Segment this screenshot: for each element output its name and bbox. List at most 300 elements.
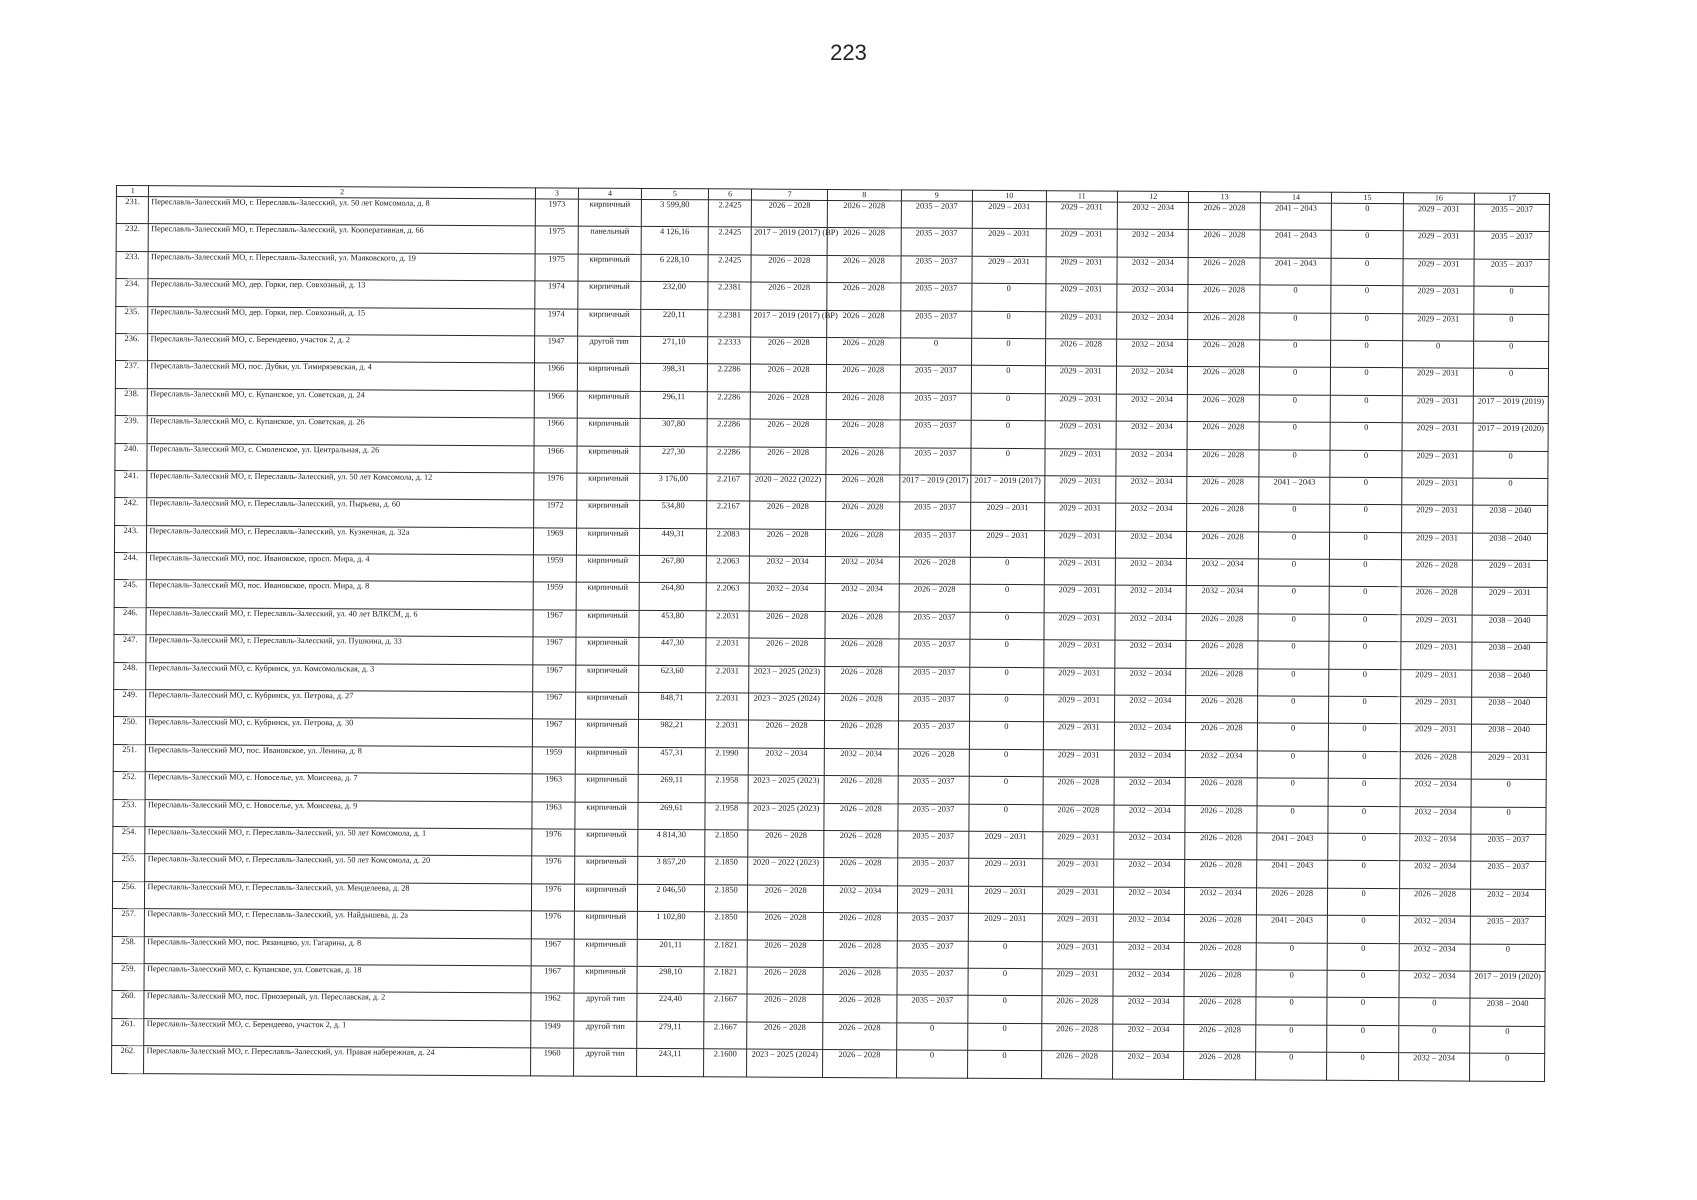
row-number-cell: 255. (113, 854, 146, 882)
repair-period-cell: 0 (971, 420, 1045, 448)
repair-period-cell: 2026 – 2028 (1041, 1023, 1113, 1051)
repair-period-cell: 2032 – 2034 (1113, 1024, 1185, 1052)
priority-index-cell: 2.2031 (706, 611, 749, 639)
wall-material-cell: кирпичный (575, 719, 638, 747)
repair-period-cell: 0 (1474, 341, 1549, 369)
repair-period-cell: 2032 – 2034 (1113, 887, 1185, 915)
row-number-cell: 257. (112, 909, 145, 937)
repair-period-cell: 2026 – 2028 (823, 995, 897, 1023)
priority-index-cell: 2.1667 (704, 1022, 747, 1050)
repair-period-cell: 0 (1474, 286, 1549, 314)
repair-period-cell: 0 (1256, 942, 1328, 970)
address-cell: Переславль-Залесский МО, с. Новоселье, ул. Моисеева, д. 9 (145, 799, 532, 829)
repair-period-cell: 2032 – 2034 (750, 556, 826, 584)
area-cell: 457,31 (638, 747, 705, 775)
address-cell: Переславль-Залесский МО, г. Переславль-Залесский, ул. Найдышева, д. 2а (145, 909, 532, 939)
priority-index-cell: 2.1990 (705, 748, 748, 776)
repair-period-cell: 2026 – 2028 (1188, 422, 1260, 450)
build-year-cell: 1967 (533, 664, 576, 692)
repair-period-cell: 0 (1255, 1052, 1327, 1080)
priority-index-cell: 2.2286 (707, 446, 750, 474)
repair-period-cell: 0 (1329, 669, 1401, 697)
repair-period-cell: 0 (972, 283, 1046, 311)
repair-period-cell: 0 (1257, 696, 1329, 724)
repair-period-cell: 2026 – 2028 (827, 310, 901, 338)
repair-period-cell: 0 (1474, 368, 1549, 396)
repair-period-cell: 2026 – 2028 (750, 392, 826, 420)
build-year-cell: 1962 (531, 993, 574, 1021)
repair-period-cell: 2026 – 2028 (825, 529, 899, 557)
row-number-cell: 262. (112, 1046, 145, 1074)
area-cell: 269,61 (638, 802, 705, 830)
address-cell: Переславль-Залесский МО, г. Переславль-Залесский, ул. 50 лет Комсомола, д. 8 (149, 197, 536, 227)
repair-period-cell: 2029 – 2031 (971, 503, 1045, 531)
repair-period-cell: 2041 – 2043 (1259, 477, 1331, 505)
repair-period-cell: 2026 – 2028 (824, 776, 898, 804)
priority-index-cell: 2.2381 (708, 309, 751, 337)
build-year-cell: 1963 (532, 774, 575, 802)
repair-period-cell: 2032 – 2034 (1113, 969, 1185, 997)
repair-period-cell: 0 (1258, 669, 1330, 697)
wall-material-cell: кирпичный (577, 446, 640, 474)
repair-period-cell: 0 (970, 640, 1044, 668)
repair-period-cell: 2029 – 2031 (1401, 505, 1473, 533)
row-number-cell: 245. (114, 580, 147, 608)
repair-period-cell: 2026 – 2028 (826, 502, 900, 530)
repair-period-cell: 2032 – 2034 (1117, 229, 1189, 257)
repair-period-cell: 0 (896, 1050, 968, 1078)
repair-period-cell: 0 (972, 311, 1046, 339)
area-cell: 267,80 (639, 556, 706, 584)
repair-period-cell: 2029 – 2031 (1400, 669, 1472, 697)
repair-period-cell: 2026 – 2028 (825, 639, 899, 667)
area-cell: 271,10 (640, 336, 707, 364)
repair-period-cell: 2032 – 2034 (1114, 832, 1186, 860)
wall-material-cell: кирпичный (574, 939, 637, 967)
repair-period-cell: 2026 – 2028 (826, 392, 900, 420)
repair-period-cell: 2035 – 2037 (898, 694, 970, 722)
priority-index-cell: 2.2031 (705, 720, 748, 748)
repair-period-cell: 2029 – 2031 (1472, 560, 1547, 588)
build-year-cell: 1967 (531, 938, 574, 966)
repair-period-cell: 2032 – 2034 (823, 885, 897, 913)
repair-period-cell: 0 (1470, 944, 1545, 972)
address-cell: Переславль-Залесский МО, г. Переславль-Залесский, ул. 50 лет Комсомола, д. 1 (145, 827, 532, 857)
repair-period-cell: 2035 – 2037 (900, 310, 972, 338)
repair-period-cell: 2038 – 2040 (1472, 725, 1547, 753)
row-number-cell: 243. (114, 525, 147, 553)
priority-index-cell: 2.2425 (708, 227, 751, 255)
repair-period-cell: 2035 – 2037 (900, 283, 972, 311)
build-year-cell: 1975 (535, 254, 578, 282)
repair-period-cell: 2026 – 2028 (1041, 996, 1113, 1024)
address-cell: Переславль-Залесский МО, г. Переславль-Залесский, ул. Кузнечная, д. 32а (147, 525, 534, 555)
repair-period-cell: 2017 – 2019 (2020) (1473, 423, 1548, 451)
repair-period-cell: 0 (1260, 312, 1332, 340)
repair-period-cell: 2029 – 2031 (972, 201, 1046, 229)
build-year-cell: 1966 (534, 363, 577, 391)
repair-period-cell: 2032 – 2034 (1116, 476, 1188, 504)
repair-period-cell: 2032 – 2034 (1115, 586, 1187, 614)
repair-period-cell: 0 (1327, 998, 1399, 1026)
repair-period-cell: 2026 – 2028 (1185, 915, 1257, 943)
address-cell: Переславль-Залесский МО, г. Переславль-Залесский, ул. 40 лет ВЛКСМ, д. 6 (146, 608, 533, 638)
repair-period-cell: 2026 – 2028 (748, 885, 824, 913)
address-cell: Переславль-Залесский МО, дер. Горки, пер. Совхозный, д. 15 (148, 306, 535, 336)
repair-period-cell: 2029 – 2031 (1044, 476, 1116, 504)
repair-period-cell: 2029 – 2031 (1472, 588, 1547, 616)
area-cell: 201,11 (637, 939, 704, 967)
repair-period-cell: 2032 – 2034 (1114, 777, 1186, 805)
build-year-cell: 1976 (531, 884, 574, 912)
priority-index-cell: 2.2286 (707, 392, 750, 420)
repair-period-cell: 2029 – 2031 (1471, 752, 1546, 780)
build-year-cell: 1976 (534, 473, 577, 501)
column-number-header: 3 (535, 188, 578, 199)
area-cell: 848,71 (638, 692, 705, 720)
repair-period-cell: 0 (1256, 997, 1328, 1025)
row-number-cell: 251. (113, 744, 146, 772)
repair-period-cell: 2026 – 2028 (1186, 778, 1258, 806)
repair-period-cell: 0 (1256, 970, 1328, 998)
repair-period-cell: 0 (1331, 368, 1403, 396)
repair-period-cell: 2035 – 2037 (1474, 231, 1549, 259)
wall-material-cell: другой тип (574, 1021, 637, 1049)
wall-material-cell: кирпичный (576, 610, 639, 638)
repair-period-cell: 2032 – 2034 (1399, 943, 1471, 971)
wall-material-cell: кирпичный (576, 692, 639, 720)
build-year-cell: 1947 (534, 336, 577, 364)
wall-material-cell: кирпичный (574, 966, 637, 994)
repair-period-cell: 2026 – 2028 (826, 474, 900, 502)
repair-period-cell: 0 (1330, 559, 1402, 587)
build-year-cell: 1967 (533, 637, 576, 665)
repair-period-cell: 2026 – 2028 (1256, 888, 1328, 916)
repair-period-cell: 2029 – 2031 (1402, 423, 1474, 451)
repair-period-cell: 2029 – 2031 (972, 229, 1046, 257)
repair-period-cell: 2026 – 2028 (751, 255, 827, 283)
repair-period-cell: 2026 – 2028 (747, 1022, 823, 1050)
repair-period-cell: 2026 – 2028 (1188, 312, 1260, 340)
address-cell: Переславль-Залесский МО, пос. Ивановское, просп. Мира, д. 4 (147, 553, 534, 583)
repair-period-cell: 2029 – 2031 (1403, 258, 1475, 286)
area-cell: 3 176,00 (640, 473, 707, 501)
wall-material-cell: кирпичный (575, 884, 638, 912)
repair-period-cell: 2032 – 2034 (1471, 889, 1546, 917)
repair-period-cell: 2032 – 2034 (1187, 559, 1259, 587)
wall-material-cell: кирпичный (578, 254, 641, 282)
repair-period-cell: 0 (1402, 341, 1474, 369)
repair-period-cell: 2029 – 2031 (1045, 366, 1117, 394)
repair-period-cell: 2032 – 2034 (1399, 916, 1471, 944)
wall-material-cell: другой тип (574, 993, 637, 1021)
repair-period-cell: 2026 – 2028 (1188, 285, 1260, 313)
build-year-cell: 1972 (533, 500, 576, 528)
repair-period-cell: 2026 – 2028 (827, 337, 901, 365)
repair-period-cell: 0 (1328, 861, 1400, 889)
row-number-cell: 236. (116, 333, 149, 361)
repair-period-cell: 0 (1258, 614, 1330, 642)
repair-period-cell: 2026 – 2028 (1401, 587, 1473, 615)
repair-period-cell: 2026 – 2028 (1184, 1024, 1256, 1052)
repair-period-cell: 2026 – 2028 (1043, 777, 1115, 805)
repair-period-cell: 2032 – 2034 (1186, 750, 1258, 778)
address-cell: Переславль-Залесский МО, с. Кубринск, ул. Комсомольская, д. 3 (146, 662, 533, 692)
build-year-cell: 1959 (533, 555, 576, 583)
repair-period-cell: 0 (1471, 807, 1546, 835)
address-cell: Переславль-Залесский МО, пос. Ивановское, просп. Мира, д. 8 (147, 580, 534, 610)
priority-index-cell: 2.2286 (707, 364, 750, 392)
repair-period-cell: 2026 – 2028 (1184, 969, 1256, 997)
column-number-header: 7 (752, 189, 828, 200)
wall-material-cell: кирпичный (575, 774, 638, 802)
repair-period-cell: 2035 – 2037 (901, 256, 973, 284)
repair-period-cell: 0 (1258, 641, 1330, 669)
repair-period-cell: 2032 – 2034 (748, 748, 824, 776)
repair-period-cell: 2035 – 2037 (896, 995, 968, 1023)
wall-material-cell: кирпичный (577, 418, 640, 446)
repair-period-cell: 0 (1257, 805, 1329, 833)
document-sheet (111, 185, 1550, 1081)
repair-period-cell: 2026 – 2028 (1186, 696, 1258, 724)
repair-period-cell: 2029 – 2031 (897, 886, 969, 914)
repair-period-cell: 0 (1330, 450, 1402, 478)
repair-period-cell: 0 (968, 1023, 1042, 1051)
wall-material-cell: кирпичный (577, 500, 640, 528)
build-year-cell: 1974 (535, 308, 578, 336)
repair-period-cell: 2032 – 2034 (1400, 779, 1472, 807)
repair-period-cell: 2035 – 2037 (898, 667, 970, 695)
priority-index-cell: 2.2167 (707, 501, 750, 529)
repair-period-cell: 2032 – 2034 (1114, 723, 1186, 751)
repair-period-cell: 2023 – 2025 (2023) (748, 803, 824, 831)
column-number-header: 13 (1189, 191, 1260, 202)
repair-period-cell: 0 (1329, 751, 1401, 779)
repair-period-cell: 2026 – 2028 (1188, 257, 1260, 285)
repair-period-cell: 2026 – 2028 (748, 912, 824, 940)
repair-period-cell: 2029 – 2031 (969, 831, 1043, 859)
repair-period-cell: 0 (1257, 778, 1329, 806)
repair-period-cell: 2035 – 2037 (900, 393, 972, 421)
repair-period-cell: 2026 – 2028 (824, 721, 898, 749)
address-cell: Переславль-Залесский МО, г. Переславль-Залесский, ул. Правая набережная, д. 24 (144, 1046, 531, 1076)
area-cell: 307,80 (640, 419, 707, 447)
repair-period-cell: 2029 – 2031 (1044, 503, 1116, 531)
wall-material-cell: кирпичный (576, 637, 639, 665)
area-cell: 453,80 (639, 610, 706, 638)
build-year-cell: 1949 (531, 1021, 574, 1049)
repair-period-cell: 2026 – 2028 (747, 994, 823, 1022)
repair-period-cell: 0 (1471, 779, 1546, 807)
repair-period-cell: 2026 – 2028 (824, 830, 898, 858)
priority-index-cell: 2.2031 (706, 665, 749, 693)
repair-period-cell: 2032 – 2034 (825, 584, 899, 612)
area-cell: 269,11 (638, 775, 705, 803)
repair-period-cell: 2032 – 2034 (1185, 887, 1257, 915)
wall-material-cell: кирпичный (575, 747, 638, 775)
build-year-cell: 1959 (532, 747, 575, 775)
repair-period-cell: 0 (1328, 833, 1400, 861)
address-cell: Переславль-Залесский МО, г. Переславль-Залесский, ул. Пушкина, д. 33 (146, 635, 533, 665)
repair-period-cell: 0 (970, 557, 1044, 585)
repair-period-cell: 0 (970, 585, 1044, 613)
repair-period-cell: 2026 – 2028 (823, 913, 897, 941)
address-cell: Переславль-Залесский МО, с. Кубринск, ул. Петрова, д. 27 (146, 690, 533, 720)
repair-period-cell: 2029 – 2031 (1043, 695, 1115, 723)
address-cell: Переславль-Залесский МО, пос. Дубки, ул. Тимирязевская, д. 4 (148, 361, 535, 391)
repair-period-cell: 0 (1258, 559, 1330, 587)
repair-period-cell: 2026 – 2028 (826, 420, 900, 448)
area-cell: 3 599,80 (641, 199, 708, 227)
repair-period-cell: 2032 – 2034 (1398, 1053, 1470, 1081)
column-number-header: 12 (1117, 191, 1188, 202)
priority-index-cell: 2.1850 (704, 912, 747, 940)
repair-period-cell: 2026 – 2028 (1189, 202, 1261, 230)
priority-index-cell: 2.1958 (705, 802, 748, 830)
row-number-cell: 253. (113, 799, 146, 827)
repair-period-cell: 0 (900, 338, 972, 366)
address-cell: Переславль-Залесский МО, с. Берендеево, участок 2, д. 1 (144, 1018, 531, 1048)
repair-period-cell: 2026 – 2028 (823, 967, 897, 995)
repair-period-cell: 2029 – 2031 (1401, 642, 1473, 670)
repair-period-cell: 2026 – 2028 (747, 940, 823, 968)
repair-period-cell: 0 (1260, 285, 1332, 313)
repair-period-cell: 2026 – 2028 (827, 283, 901, 311)
repair-period-cell: 2041 – 2043 (1260, 258, 1332, 286)
repair-period-cell: 2032 – 2034 (1399, 861, 1471, 889)
repair-period-cell: 2026 – 2028 (827, 228, 901, 256)
repair-period-cell: 0 (1330, 477, 1402, 505)
repair-period-cell: 2038 – 2040 (1470, 998, 1545, 1026)
repair-period-cell: 0 (970, 694, 1044, 722)
repair-period-cell: 2029 – 2031 (1042, 941, 1114, 969)
column-number-header: 16 (1403, 193, 1474, 204)
row-number-cell: 240. (115, 443, 148, 471)
area-cell: 4 126,16 (641, 227, 708, 255)
repair-period-cell: 2032 – 2034 (1114, 805, 1186, 833)
repair-period-cell: 2032 – 2034 (1117, 339, 1189, 367)
priority-index-cell: 2.1821 (704, 967, 747, 995)
repair-period-cell: 2029 – 2031 (1044, 530, 1116, 558)
repair-period-cell: 2023 – 2025 (2024) (747, 1049, 823, 1077)
build-year-cell: 1973 (535, 199, 578, 227)
repair-period-cell: 2029 – 2031 (968, 913, 1042, 941)
wall-material-cell: кирпичный (578, 309, 641, 337)
repair-period-cell: 2032 – 2034 (1116, 366, 1188, 394)
repair-period-cell: 2026 – 2028 (1184, 997, 1256, 1025)
repair-period-cell: 0 (1259, 367, 1331, 395)
repair-period-cell: 2026 – 2028 (1185, 805, 1257, 833)
repair-period-cell: 2017 – 2019 (2017) (ВР) (751, 227, 827, 255)
area-cell: 534,80 (639, 501, 706, 529)
repair-period-cell: 0 (1328, 778, 1400, 806)
priority-index-cell: 2.2063 (706, 556, 749, 584)
repair-period-cell: 2038 – 2040 (1472, 697, 1547, 725)
repair-period-cell: 0 (970, 612, 1044, 640)
repair-period-cell: 0 (1398, 1025, 1470, 1053)
repair-period-cell: 2032 – 2034 (1113, 1051, 1185, 1079)
repair-period-cell: 2035 – 2037 (897, 831, 969, 859)
build-year-cell: 1966 (534, 391, 577, 419)
area-cell: 2 046,50 (637, 884, 704, 912)
repair-period-cell: 0 (971, 366, 1045, 394)
repair-period-cell: 0 (1259, 340, 1331, 368)
build-year-cell: 1974 (535, 281, 578, 309)
repair-period-cell: 2026 – 2028 (826, 365, 900, 393)
repair-period-cell: 0 (1399, 998, 1471, 1026)
repair-period-cell: 2032 – 2034 (1117, 202, 1189, 230)
repair-period-cell: 2026 – 2028 (750, 447, 826, 475)
repair-period-cell: 0 (1329, 642, 1401, 670)
repair-period-cell: 2026 – 2028 (1188, 367, 1260, 395)
repair-period-cell: 2032 – 2034 (1115, 695, 1187, 723)
repair-period-cell: 2029 – 2031 (1045, 311, 1117, 339)
repair-period-cell: 0 (1328, 888, 1400, 916)
repair-period-cell: 2026 – 2028 (1186, 641, 1258, 669)
repair-period-cell: 2035 – 2037 (901, 201, 973, 229)
row-number-cell: 238. (115, 388, 148, 416)
repair-period-cell: 2032 – 2034 (1114, 750, 1186, 778)
wall-material-cell: кирпичный (578, 199, 641, 227)
address-cell: Переславль-Залесский МО, г. Переславль-Залесский, ул. Менделеева, д. 28 (145, 881, 532, 911)
repair-period-cell: 0 (1473, 478, 1548, 506)
build-year-cell: 1969 (533, 528, 576, 556)
repair-period-cell: 2026 – 2028 (1187, 476, 1259, 504)
row-number-cell: 247. (114, 635, 147, 663)
priority-index-cell: 2.2381 (708, 282, 751, 310)
address-cell: Переславль-Залесский МО, дер. Горки, пер. Совхозный, д. 13 (148, 279, 535, 309)
repair-period-cell: 2029 – 2031 (1045, 393, 1117, 421)
build-year-cell: 1976 (531, 856, 574, 884)
repair-period-cell: 2017 – 2019 (2017) (ВР) (751, 310, 827, 338)
repair-period-cell: 0 (1331, 285, 1403, 313)
build-year-cell: 1963 (532, 801, 575, 829)
repair-period-cell: 2029 – 2031 (1402, 368, 1474, 396)
repair-period-cell: 2026 – 2028 (898, 749, 970, 777)
repair-period-cell: 2029 – 2031 (1402, 450, 1474, 478)
area-cell: 449,31 (639, 528, 706, 556)
address-cell: Переславль-Залесский МО, г. Переславль-Залесский, ул. Кооперативная, д. 66 (149, 224, 536, 254)
repair-period-cell: 2026 – 2028 (1186, 723, 1258, 751)
area-cell: 296,11 (640, 391, 707, 419)
repair-period-cell: 2041 – 2043 (1256, 915, 1328, 943)
repair-period-cell: 2026 – 2028 (825, 666, 899, 694)
repair-period-cell: 2035 – 2037 (897, 940, 969, 968)
area-cell: 398,31 (640, 364, 707, 392)
priority-index-cell: 2.1600 (704, 1049, 747, 1077)
repair-period-cell: 0 (1256, 1025, 1328, 1053)
repair-period-cell: 0 (1474, 314, 1549, 342)
repair-period-cell: 0 (972, 338, 1046, 366)
repair-period-cell: 0 (969, 722, 1043, 750)
repair-period-cell: 2026 – 2028 (824, 858, 898, 886)
repair-period-cell: 2029 – 2031 (1400, 724, 1472, 752)
repair-period-cell: 2026 – 2028 (824, 803, 898, 831)
repair-period-cell: 2035 – 2037 (1470, 916, 1545, 944)
build-year-cell: 1967 (532, 692, 575, 720)
repair-period-cell: 2029 – 2031 (1401, 615, 1473, 643)
wall-material-cell: кирпичный (575, 856, 638, 884)
repair-period-cell: 2026 – 2028 (1185, 860, 1257, 888)
priority-index-cell: 2.1667 (704, 994, 747, 1022)
repair-period-cell: 2017 – 2019 (2020) (1470, 971, 1545, 999)
repair-period-cell: 2026 – 2028 (825, 693, 899, 721)
wall-material-cell: кирпичный (574, 911, 637, 939)
address-cell: Переславль-Залесский МО, с. Купанское, ул. Советская, д. 24 (148, 388, 535, 418)
build-year-cell: 1959 (533, 582, 576, 610)
repair-period-cell: 2035 – 2037 (900, 420, 972, 448)
repair-period-cell: 2026 – 2028 (826, 447, 900, 475)
